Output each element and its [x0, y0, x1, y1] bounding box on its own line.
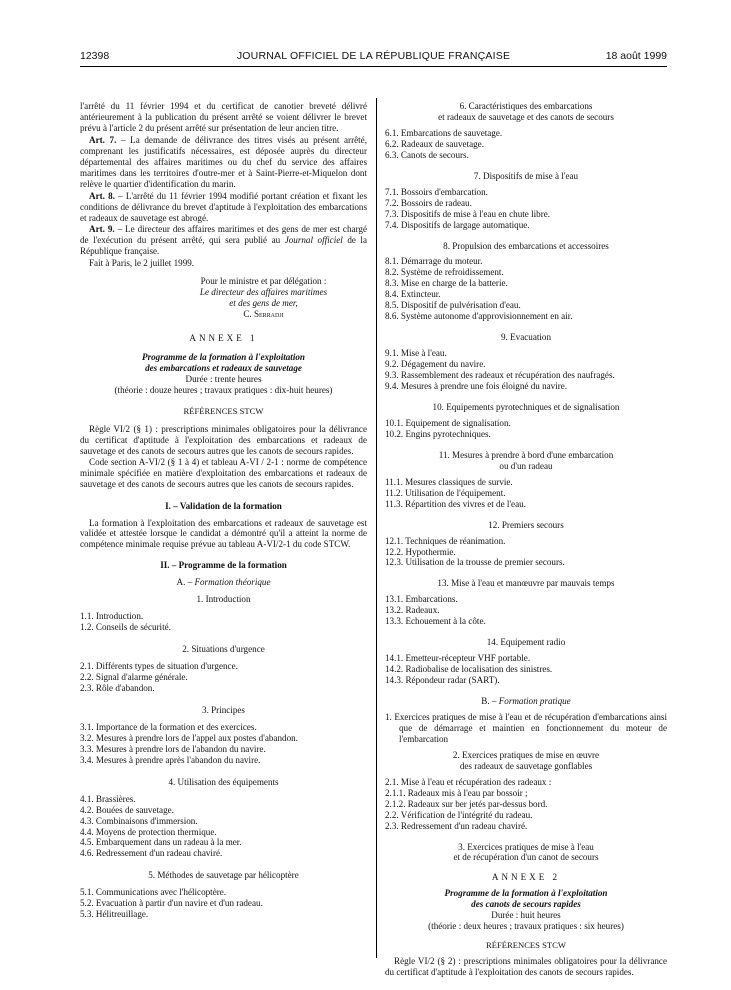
signature-name: C. Serradji: [243, 309, 284, 320]
list-item: 4.4. Moyens de protection thermique.: [80, 826, 217, 837]
list-item: 8.3. Mise en charge de la batterie.: [385, 278, 508, 289]
list-item: 11.2. Utilisation de l'équipement.: [385, 487, 506, 498]
programme-2-duree: Durée : huit heures: [491, 910, 561, 921]
section-a-label: Formation théorique: [194, 577, 271, 588]
list-item: 2.1.2. Radeaux sur ber jetés par-dessus bord.: [385, 798, 548, 809]
practical-2-title-b: des radeaux de sauvetage gonflables: [459, 760, 593, 771]
section-a-title: [80, 577, 367, 588]
subsection-14-title: 14. Equipement radio: [486, 637, 566, 648]
subsection-6-title-a: 6. Caractéristiques des embarcations: [459, 101, 593, 111]
subsection-3-title: 3. Principes: [202, 704, 245, 715]
list-item: 13.2. Radeaux.: [385, 605, 440, 616]
practical-2-title-a: 2. Exercices pratiques de mise en œuvre: [452, 749, 600, 760]
list-item: 2.3. Redressement d'un radeau chaviré.: [385, 820, 528, 831]
list-item: 9.4. Mesures à prendre une fois éloigné du navire.: [385, 381, 568, 392]
list-item: 5.3. Hélitreuillage.: [80, 909, 149, 920]
list-item: 11.3. Répartition des vivres et de l'eau.: [385, 498, 526, 509]
annexe-2-heading: ANNEXE 2: [491, 872, 561, 883]
journal-title: JOURNAL OFFICIEL DE LA RÉPUBLIQUE FRANÇAISE: [236, 50, 511, 62]
signature-line-1: Pour le ministre et par délégation :: [200, 276, 327, 287]
intro-paragraph: l'arrêté du 11 février 1994 et du certificat de canotier breveté délivré antérieurement à la publication du présent arrêté se voient délivrer le brevet prévu à l'article 2 du présent arrêté sur présentation de leur ancien titre.: [80, 101, 367, 133]
issue-date: 18 août 1999: [605, 50, 667, 62]
list-item: 5.2. Evacuation à partir d'un navire et d'un radeau.: [80, 898, 263, 909]
section-i-text: La formation à l'exploitation des embarcations et radeaux de sauvetage est validée et attestée lorsque le candidat a démontré qu'il a atteint la norme de compétence minimale requise prévue au tableau A-VI/2-1 du code STCW.: [80, 517, 367, 550]
subsection-5-title: 5. Méthodes de sauvetage par hélicoptère: [148, 870, 299, 881]
section-b-label: Formation pratique: [498, 696, 571, 707]
list-item: 7.3. Dispositifs de mise à l'eau en chute libre.: [385, 208, 551, 219]
header-rule: [80, 66, 667, 67]
left-column: [80, 101, 367, 920]
subsection-9-title: 9. Evacuation: [501, 332, 551, 343]
subsection-6-title-b: et radeaux de sauvetage et des canots de secours: [438, 111, 614, 122]
list-item: 6.2. Radeaux de sauvetage.: [385, 138, 484, 149]
references-2-heading: RÉFÉRENCES STCW: [486, 940, 566, 951]
list-item: 12.2. Hypothermie.: [385, 546, 456, 557]
article-9: [80, 224, 367, 257]
programme-2-detail: (théorie : deux heures ; travaux pratiques : six heures): [428, 921, 624, 932]
list-item: 14.2. Radiobalise de localisation des sinistres.: [385, 664, 553, 675]
subsection-4-title: 4. Utilisation des équipements: [168, 776, 279, 787]
list-item: 4.2. Bouées de sauvetage.: [80, 804, 174, 815]
list-item: 7.1. Bossoirs d'embarcation.: [385, 186, 488, 197]
list-item: 7.2. Bossoirs de radeau.: [385, 197, 472, 208]
list-item: 4.5. Embarquement dans un radeau à la mer.: [80, 837, 242, 848]
section-b-prefix: B. –: [481, 696, 499, 707]
annexe-1-heading: ANNEXE 1: [189, 333, 258, 344]
list-item: 8.5. Dispositif de pulvérisation d'eau.: [385, 300, 521, 311]
list-item: 2.2. Vérification de l'intégrité du radeau.: [385, 809, 533, 820]
signature-line-3: et des gens de mer,: [229, 298, 298, 309]
list-item: 8.4. Extincteur.: [385, 289, 441, 300]
references-2: Code section A-VI/2 (§ 1 à 4) et tableau A-VI / 2-1 : norme de compétence minimale spécifiée en matière d'exploitation des embarcations et radeaux de sauvetage et des canots de secours autres que les canots de secours rapides.: [80, 456, 367, 489]
references-heading: RÉFÉRENCES STCW: [183, 405, 264, 416]
list-item: 12.1. Techniques de réanimation.: [385, 535, 506, 546]
list-item: 13.1. Embarcations.: [385, 594, 458, 605]
page-number: 12398: [80, 50, 110, 62]
programme-1-title-a: Programme de la formation à l'exploitation: [142, 352, 305, 363]
list-item: 10.1. Equipement de signalisation.: [385, 417, 511, 428]
programme-2-title-a: Programme de la formation à l'exploitation: [444, 888, 608, 899]
list-item: 8.6. Système autonome d'approvisionnement en air.: [385, 311, 573, 322]
list-item: 2.2. Signal d'alarme générale.: [80, 672, 188, 683]
programme-1-duree: Durée : trente heures: [185, 373, 262, 384]
subsection-13-title: 13. Mise à l'eau et manœuvre par mauvais temps: [437, 578, 615, 589]
section-b-title: [385, 696, 667, 707]
practical-exercise-1: 1. Exercices pratiques de mise à l'eau et de récupération d'embarcations ainsi que de démarrage et maintien en fonctionnement du moteur de l'embarcation: [385, 711, 667, 744]
list-item: 7.4. Dispositifs de largage automatique.: [385, 219, 530, 230]
references-annexe-2: Règle VI/2 (§ 2) : prescriptions minimales obligatoires pour la délivrance du certificat d'aptitude à l'exploitation des canots de secours rapides.: [385, 956, 667, 978]
list-item: 2.1. Mise à l'eau et récupération des radeaux :: [385, 776, 552, 787]
list-item: 3.3. Mesures à prendre lors de l'abandon du navire.: [80, 743, 266, 754]
article-8: [80, 191, 367, 224]
list-item: 2.1. Différents types de situation d'urgence.: [80, 661, 238, 672]
right-column: [385, 101, 667, 978]
list-item: 6.1. Embarcations de sauvetage.: [385, 127, 503, 138]
list-item: 3.1. Importance de la formation et des exercices.: [80, 721, 257, 732]
article-7-label: Art. 7.: [89, 134, 117, 145]
article-8-text: – L'arrêté du 11 février 1994 modifié portant création et fixant les conditions de délivrance du brevet d'aptitude à l'exploitation des embarcations et radeaux de sauvetage est abrogé.: [80, 190, 368, 223]
article-7: [80, 135, 367, 190]
subsection-8-title: 8. Propulsion des embarcations et accessoires: [443, 240, 609, 251]
section-ii-title: II. – Programme de la formation: [160, 560, 287, 571]
list-item: 3.4. Mesures à prendre après l'abandon du navire.: [80, 754, 261, 765]
signature-line-2: Le directeur des affaires maritimes: [199, 287, 328, 298]
list-item: 12.3. Utilisation de la trousse de premier secours.: [385, 557, 565, 568]
fait-line: Fait à Paris, le 2 juillet 1999.: [89, 258, 195, 269]
list-item: 9.2. Dégagement du navire.: [385, 359, 486, 370]
list-item: 8.1. Démarrage du moteur.: [385, 256, 483, 267]
programme-1-title-b: des embarcations et radeaux de sauvetage: [145, 363, 302, 374]
list-item: 1.1. Introduction.: [80, 611, 144, 622]
article-9-text-b: de la République française.: [80, 235, 367, 257]
article-8-label: Art. 8.: [89, 190, 115, 201]
section-i-title: I. – Validation de la formation: [165, 500, 282, 511]
list-item: 13.3. Echouement à la côte.: [385, 616, 486, 627]
list-item: 5.1. Communications avec l'hélicoptère.: [80, 887, 227, 898]
subsection-2-title: 2. Situations d'urgence: [182, 644, 265, 655]
list-item: 6.3. Canots de secours.: [385, 149, 469, 160]
practical-3-title-b: et de récupération d'un canot de secours: [453, 852, 599, 863]
list-item: 9.3. Rassemblement des radeaux et récupération des naufragés.: [385, 370, 615, 381]
article-9-journal: Journal officiel: [284, 235, 343, 246]
list-item: 4.1. Brassières.: [80, 793, 136, 804]
list-item: 4.6. Redressement d'un radeau chaviré.: [80, 848, 223, 859]
article-9-text-a: – Le directeur des affaires maritimes et des gens de mer est chargé de l'exécution du présent arrêté, qui sera publié au: [80, 224, 367, 246]
subsection-10-title: 10. Equipements pyrotechniques et de signalisation: [432, 401, 620, 412]
subsection-11-title-b: ou d'un radeau: [499, 460, 553, 471]
list-item: 2.3. Rôle d'abandon.: [80, 682, 155, 693]
subsection-7-title: 7. Dispositifs de mise à l'eau: [473, 170, 579, 181]
subsection-12-title: 12. Premiers secours: [488, 519, 564, 530]
list-item: 10.2. Engins pyrotechniques.: [385, 428, 491, 439]
article-9-label: Art. 9.: [89, 224, 115, 235]
list-item: 14.1. Emetteur-récepteur VHF portable.: [385, 653, 531, 664]
references-1: Règle VI/2 (§ 1) : prescriptions minimales obligatoires pour la délivrance du certificat d'aptitude à l'exploitation des embarcations et radeaux de sauvetage et des canots de secours autres que les canots de secours rapides.: [80, 423, 367, 456]
subsection-1-title: 1. Introduction: [196, 594, 251, 605]
list-item: 3.2. Mesures à prendre lors de l'appel aux postes d'abandon.: [80, 732, 298, 743]
list-item: 14.3. Répondeur radar (SART).: [385, 675, 500, 686]
programme-1-detail: (théorie : douze heures ; travaux pratiques : dix-huit heures): [114, 384, 333, 395]
column-divider: [376, 98, 377, 958]
practical-3-title-a: 3. Exercices pratiques de mise à l'eau: [458, 841, 594, 852]
section-a-prefix: A. –: [176, 577, 195, 588]
list-item: 9.1. Mise à l'eau.: [385, 348, 447, 359]
article-7-text: – La demande de délivrance des titres visés au présent arrêté, comprenant les justificatifs nécessaires, est déposée auprès du directeur départemental des affaires maritimes ou du chef du service des affaires maritimes dans les territoires d'outre-mer et à Saint-Pierre-et-Miquelon dont relève le quartier d'identification du marin.: [80, 134, 367, 189]
subsection-11-title-a: 11. Mesures à prendre à bord d'une embarcation: [438, 449, 614, 460]
list-item: 2.1.1. Radeaux mis à l'eau par bossoir ;: [385, 787, 528, 798]
page-header: [80, 50, 667, 66]
list-item: 4.3. Combinaisons d'immersion.: [80, 815, 198, 826]
list-item: 1.2. Conseils de sécurité.: [80, 622, 171, 633]
list-item: 8.2. Système de refroidissement.: [385, 267, 504, 278]
list-item: 11.1. Mesures classiques de survie.: [385, 476, 513, 487]
programme-2-title-b: des canots de secours rapides: [471, 899, 581, 910]
